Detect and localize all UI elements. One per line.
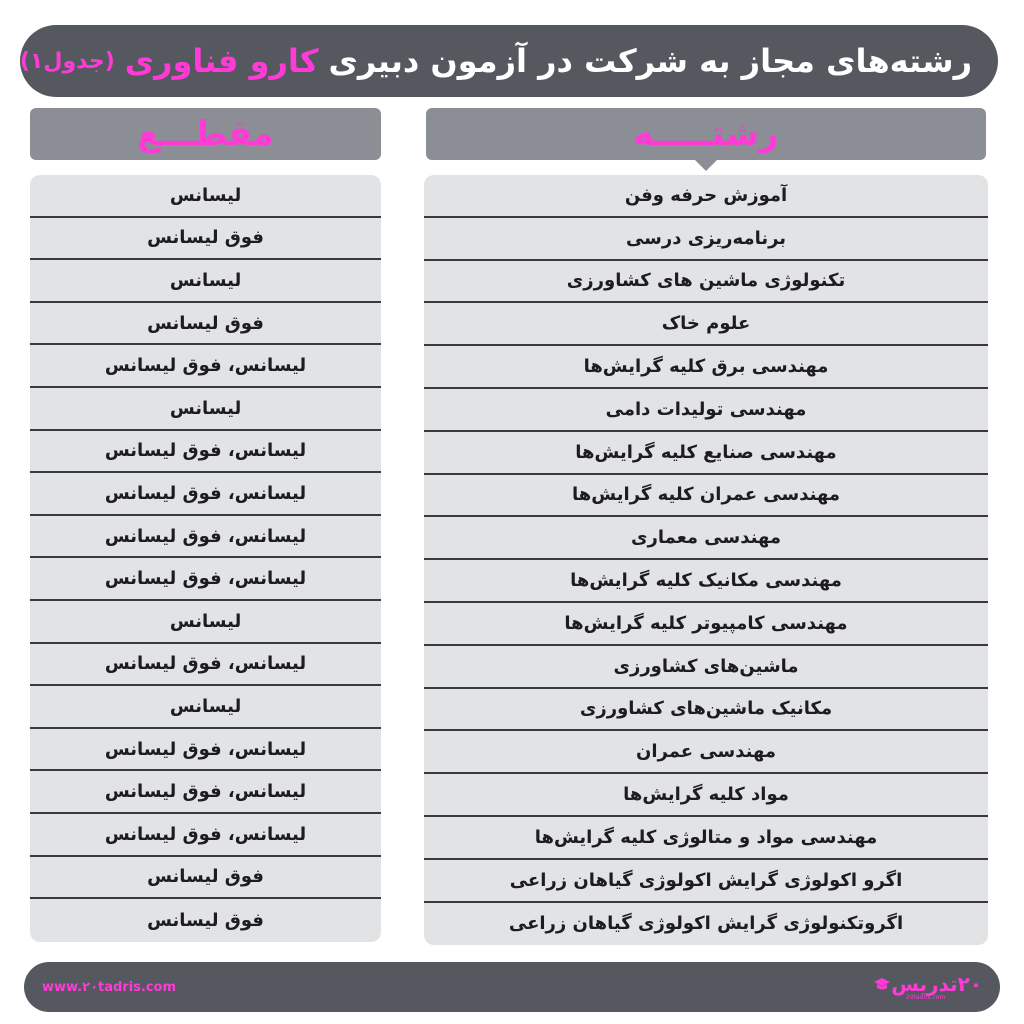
major-row: مهندسی معماری [424, 517, 988, 560]
level-row: لیسانس [30, 601, 381, 644]
major-row: برنامه‌ریزی درسی [424, 218, 988, 261]
level-row: لیسانس، فوق لیسانس [30, 558, 381, 601]
level-row: فوق لیسانس [147, 909, 264, 931]
level-row: لیسانس [30, 686, 381, 729]
major-row: مهندسی عمران کلیه گرایش‌ها [424, 475, 988, 518]
level-row: لیسانس [30, 260, 381, 303]
major-header-notch [694, 159, 718, 171]
brand-logo [869, 971, 982, 1001]
major-row: آموزش حرفه وفن [424, 175, 988, 218]
brand-logo-text: ۲۰تدریس [891, 971, 982, 996]
major-row: مهندسی برق کلیه گرایش‌ها [424, 346, 988, 389]
page-title-accent: کارو فناوری [124, 42, 319, 80]
website-link[interactable]: www.۲۰tadris.com [42, 979, 177, 995]
major-row: مواد کلیه گرایش‌ها [424, 774, 988, 817]
major-row: مکانیک ماشین‌های کشاورزی [424, 689, 988, 732]
major-row: اگرو اکولوژی گرایش اکولوژی گیاهان زراعی [424, 860, 988, 903]
major-row: مهندسی تولیدات دامی [424, 389, 988, 432]
major-column [424, 175, 988, 945]
level-row: لیسانس [30, 175, 381, 218]
level-row: لیسانس، فوق لیسانس [30, 771, 381, 814]
footer-bar [24, 962, 1000, 1012]
major-column-header [426, 108, 986, 160]
brand-logo-subtext: 20tadris.com [905, 993, 946, 1001]
major-row: مهندسی مکانیک کلیه گرایش‌ها [424, 560, 988, 603]
level-row: فوق لیسانس [30, 303, 381, 346]
level-row: لیسانس، فوق لیسانس [30, 345, 381, 388]
major-row: مهندسی عمران [424, 731, 988, 774]
level-row: فوق لیسانس [30, 218, 381, 261]
graduation-cap-icon [873, 977, 891, 991]
level-row: لیسانس، فوق لیسانس [30, 431, 381, 474]
level-row: لیسانس، فوق لیسانس [30, 729, 381, 772]
major-row: علوم خاک [424, 303, 988, 346]
level-row: لیسانس، فوق لیسانس [30, 516, 381, 559]
level-column [30, 175, 381, 942]
level-row: فوق لیسانس [30, 857, 381, 900]
page-title: رشته‌های مجاز به شرکت در آزمون دبیری [328, 42, 972, 80]
major-row: اگروتکنولوژی گرایش اکولوژی گیاهان زراعی [508, 913, 904, 935]
major-header-label: رشتـــــه [633, 114, 779, 154]
major-row: ماشین‌های کشاورزی [424, 646, 988, 689]
major-row: مهندسی مواد و متالوژی کلیه گرایش‌ها [424, 817, 988, 860]
level-row: لیسانس، فوق لیسانس [30, 644, 381, 687]
major-row: مهندسی کامپیوتر کلیه گرایش‌ها [424, 603, 988, 646]
level-column-header [30, 108, 381, 160]
major-row: مهندسی صنایع کلیه گرایش‌ها [424, 432, 988, 475]
level-row: لیسانس [30, 388, 381, 431]
level-row: لیسانس، فوق لیسانس [30, 814, 381, 857]
level-row: لیسانس، فوق لیسانس [30, 473, 381, 516]
major-row: تکنولوژی ماشین های کشاورزی [424, 261, 988, 304]
page-title-bar [20, 25, 998, 97]
level-header-label: مقطـــع [137, 114, 274, 154]
page-title-sub: (جدول۱) [20, 48, 115, 74]
